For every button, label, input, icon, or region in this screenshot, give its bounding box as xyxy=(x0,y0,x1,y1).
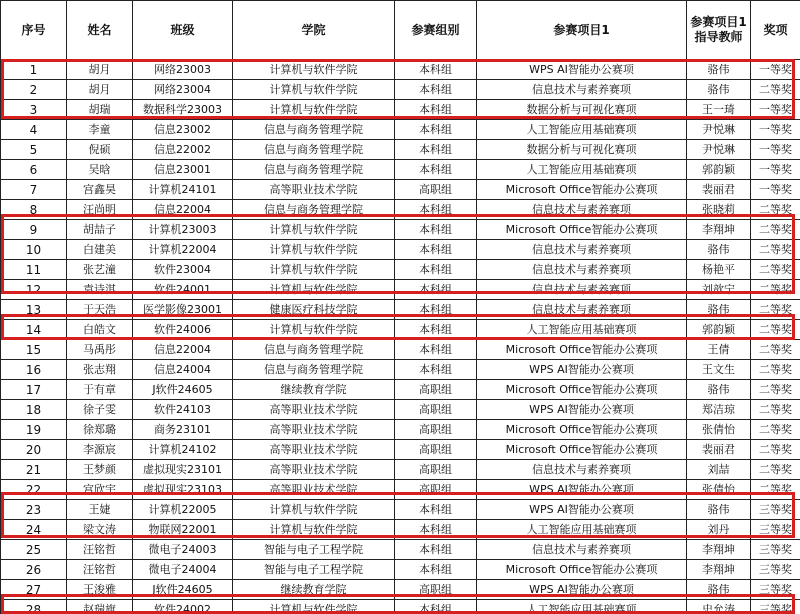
cell-award: 二等奖 xyxy=(751,420,800,440)
cell-project: Microsoft Office智能办公赛项 xyxy=(477,340,687,360)
cell-college: 计算机与软件学院 xyxy=(233,320,395,340)
cell-index: 20 xyxy=(1,440,67,460)
cell-advisor: 骆伟 xyxy=(687,300,751,320)
cell-name: 于天浩 xyxy=(67,300,133,320)
cell-college: 计算机与软件学院 xyxy=(233,60,395,80)
cell-index: 10 xyxy=(1,240,67,260)
cell-award: 二等奖 xyxy=(751,480,800,500)
cell-group: 本科组 xyxy=(395,240,477,260)
cell-group: 本科组 xyxy=(395,520,477,540)
table-row xyxy=(1,560,800,580)
table-row xyxy=(1,260,800,280)
cell-project: WPS AI智能办公赛项 xyxy=(477,580,687,600)
cell-award: 一等奖 xyxy=(751,160,800,180)
cell-index: 6 xyxy=(1,160,67,180)
cell-project: Microsoft Office智能办公赛项 xyxy=(477,180,687,200)
cell-class: 计算机24101 xyxy=(133,180,233,200)
cell-college: 计算机与软件学院 xyxy=(233,220,395,240)
cell-advisor: 刘丹 xyxy=(687,520,751,540)
cell-group: 高职组 xyxy=(395,380,477,400)
cell-college: 继续教育学院 xyxy=(233,380,395,400)
cell-award: 二等奖 xyxy=(751,320,800,340)
cell-class: 计算机24102 xyxy=(133,440,233,460)
cell-award: 二等奖 xyxy=(751,360,800,380)
cell-name: 张志翔 xyxy=(67,360,133,380)
cell-name: 王梦颜 xyxy=(67,460,133,480)
cell-project: 信息技术与素养赛项 xyxy=(477,540,687,560)
table-row xyxy=(1,220,800,240)
cell-advisor: 史允涛 xyxy=(687,600,751,614)
cell-project: 信息技术与素养赛项 xyxy=(477,280,687,300)
col-header-name: 姓名 xyxy=(67,1,133,60)
col-header-advisor: 参赛项目1 指导教师 xyxy=(687,1,751,60)
cell-class: 医学影像23001 xyxy=(133,300,233,320)
cell-college: 计算机与软件学院 xyxy=(233,280,395,300)
cell-group: 高职组 xyxy=(395,460,477,480)
cell-index: 17 xyxy=(1,380,67,400)
cell-group: 高职组 xyxy=(395,180,477,200)
cell-index: 25 xyxy=(1,540,67,560)
cell-advisor: 王一琦 xyxy=(687,100,751,120)
cell-group: 高职组 xyxy=(395,400,477,420)
cell-award: 二等奖 xyxy=(751,80,800,100)
cell-college: 信息与商务管理学院 xyxy=(233,120,395,140)
cell-class: 网络23004 xyxy=(133,80,233,100)
cell-index: 1 xyxy=(1,60,67,80)
col-header-group: 参赛组别 xyxy=(395,1,477,60)
cell-index: 8 xyxy=(1,200,67,220)
cell-college: 计算机与软件学院 xyxy=(233,260,395,280)
cell-award: 三等奖 xyxy=(751,520,800,540)
cell-group: 本科组 xyxy=(395,140,477,160)
cell-name: 胡喆子 xyxy=(67,220,133,240)
cell-advisor: 刘歆宁 xyxy=(687,280,751,300)
cell-name: 白皓文 xyxy=(67,320,133,340)
cell-college: 健康医疗科技学院 xyxy=(233,300,395,320)
cell-advisor: 郭韵颖 xyxy=(687,320,751,340)
cell-college: 信息与商务管理学院 xyxy=(233,360,395,380)
cell-project: 人工智能应用基础赛项 xyxy=(477,320,687,340)
cell-name: 胡月 xyxy=(67,80,133,100)
cell-project: WPS AI智能办公赛项 xyxy=(477,480,687,500)
cell-class: 物联网22001 xyxy=(133,520,233,540)
cell-award: 三等奖 xyxy=(751,600,800,614)
cell-group: 本科组 xyxy=(395,280,477,300)
cell-college: 计算机与软件学院 xyxy=(233,600,395,614)
cell-index: 15 xyxy=(1,340,67,360)
table-row xyxy=(1,100,800,120)
cell-college: 继续教育学院 xyxy=(233,580,395,600)
table-row xyxy=(1,540,800,560)
cell-name: 汪铭哲 xyxy=(67,560,133,580)
cell-project: Microsoft Office智能办公赛项 xyxy=(477,560,687,580)
cell-advisor: 李翔坤 xyxy=(687,540,751,560)
cell-award: 二等奖 xyxy=(751,380,800,400)
cell-award: 二等奖 xyxy=(751,400,800,420)
cell-class: 信息22004 xyxy=(133,340,233,360)
cell-index: 2 xyxy=(1,80,67,100)
cell-project: WPS AI智能办公赛项 xyxy=(477,60,687,80)
cell-award: 二等奖 xyxy=(751,340,800,360)
cell-group: 本科组 xyxy=(395,200,477,220)
cell-index: 11 xyxy=(1,260,67,280)
cell-name: 宫欣宇 xyxy=(67,480,133,500)
cell-college: 计算机与软件学院 xyxy=(233,500,395,520)
table-row xyxy=(1,500,800,520)
cell-index: 4 xyxy=(1,120,67,140)
cell-project: 人工智能应用基础赛项 xyxy=(477,520,687,540)
cell-index: 12 xyxy=(1,280,67,300)
cell-project: Microsoft Office智能办公赛项 xyxy=(477,220,687,240)
cell-award: 二等奖 xyxy=(751,280,800,300)
cell-college: 高等职业技术学院 xyxy=(233,440,395,460)
cell-index: 14 xyxy=(1,320,67,340)
cell-project: WPS AI智能办公赛项 xyxy=(477,500,687,520)
cell-index: 7 xyxy=(1,180,67,200)
cell-index: 3 xyxy=(1,100,67,120)
cell-class: 数据科学23003 xyxy=(133,100,233,120)
col-header-award: 奖项 xyxy=(751,1,800,60)
cell-college: 高等职业技术学院 xyxy=(233,480,395,500)
table-row xyxy=(1,360,800,380)
cell-class: 虚拟现实23103 xyxy=(133,480,233,500)
cell-award: 一等奖 xyxy=(751,60,800,80)
table-row xyxy=(1,80,800,100)
cell-project: Microsoft Office智能办公赛项 xyxy=(477,440,687,460)
cell-group: 高职组 xyxy=(395,420,477,440)
cell-advisor: 张晓莉 xyxy=(687,200,751,220)
cell-group: 本科组 xyxy=(395,100,477,120)
cell-class: 信息23002 xyxy=(133,120,233,140)
cell-group: 高职组 xyxy=(395,580,477,600)
cell-group: 本科组 xyxy=(395,260,477,280)
cell-advisor: 张倩怡 xyxy=(687,480,751,500)
cell-advisor: 骆伟 xyxy=(687,500,751,520)
cell-project: 数据分析与可视化赛项 xyxy=(477,140,687,160)
table-body xyxy=(1,60,800,614)
cell-name: 胡月 xyxy=(67,60,133,80)
table-row xyxy=(1,60,800,80)
table-row xyxy=(1,320,800,340)
cell-college: 计算机与软件学院 xyxy=(233,100,395,120)
table-row xyxy=(1,460,800,480)
table-row xyxy=(1,120,800,140)
cell-group: 本科组 xyxy=(395,600,477,614)
cell-class: 商务23101 xyxy=(133,420,233,440)
cell-group: 本科组 xyxy=(395,500,477,520)
cell-group: 本科组 xyxy=(395,80,477,100)
cell-advisor: 裴丽君 xyxy=(687,440,751,460)
cell-project: 信息技术与素养赛项 xyxy=(477,200,687,220)
cell-award: 三等奖 xyxy=(751,580,800,600)
cell-award: 一等奖 xyxy=(751,120,800,140)
cell-index: 19 xyxy=(1,420,67,440)
cell-college: 智能与电子工程学院 xyxy=(233,540,395,560)
table-row xyxy=(1,520,800,540)
cell-advisor: 骆伟 xyxy=(687,380,751,400)
cell-index: 23 xyxy=(1,500,67,520)
cell-group: 本科组 xyxy=(395,320,477,340)
cell-college: 信息与商务管理学院 xyxy=(233,340,395,360)
cell-advisor: 骆伟 xyxy=(687,80,751,100)
cell-name: 张艺潼 xyxy=(67,260,133,280)
cell-name: 李童 xyxy=(67,120,133,140)
cell-advisor: 李翔坤 xyxy=(687,560,751,580)
cell-name: 王浚雅 xyxy=(67,580,133,600)
cell-index: 21 xyxy=(1,460,67,480)
cell-group: 本科组 xyxy=(395,540,477,560)
cell-group: 本科组 xyxy=(395,160,477,180)
cell-name: 马禹彤 xyxy=(67,340,133,360)
cell-index: 28 xyxy=(1,600,67,614)
cell-class: 网络23003 xyxy=(133,60,233,80)
table-row xyxy=(1,240,800,260)
cell-project: Microsoft Office智能办公赛项 xyxy=(477,420,687,440)
cell-class: 信息23001 xyxy=(133,160,233,180)
cell-name: 汪尚明 xyxy=(67,200,133,220)
cell-college: 计算机与软件学院 xyxy=(233,240,395,260)
cell-class: 软件24001 xyxy=(133,280,233,300)
cell-advisor: 骆伟 xyxy=(687,240,751,260)
cell-name: 李源宸 xyxy=(67,440,133,460)
cell-name: 倪硕 xyxy=(67,140,133,160)
cell-class: 计算机23003 xyxy=(133,220,233,240)
cell-advisor: 尹悦琳 xyxy=(687,140,751,160)
table-row xyxy=(1,340,800,360)
cell-index: 13 xyxy=(1,300,67,320)
cell-name: 吴晗 xyxy=(67,160,133,180)
cell-index: 22 xyxy=(1,480,67,500)
col-header-college: 学院 xyxy=(233,1,395,60)
col-header-project: 参赛项目1 xyxy=(477,1,687,60)
cell-index: 18 xyxy=(1,400,67,420)
cell-advisor: 裴丽君 xyxy=(687,180,751,200)
cell-advisor: 王文生 xyxy=(687,360,751,380)
cell-name: 白建美 xyxy=(67,240,133,260)
cell-project: 信息技术与素养赛项 xyxy=(477,240,687,260)
cell-award: 一等奖 xyxy=(751,180,800,200)
cell-class: 软件24006 xyxy=(133,320,233,340)
cell-college: 计算机与软件学院 xyxy=(233,520,395,540)
cell-name: 王婕 xyxy=(67,500,133,520)
cell-project: 数据分析与可视化赛项 xyxy=(477,100,687,120)
cell-college: 信息与商务管理学院 xyxy=(233,200,395,220)
cell-group: 本科组 xyxy=(395,340,477,360)
cell-advisor: 郑洁琼 xyxy=(687,400,751,420)
cell-class: 微电子24004 xyxy=(133,560,233,580)
cell-college: 计算机与软件学院 xyxy=(233,80,395,100)
cell-college: 高等职业技术学院 xyxy=(233,180,395,200)
cell-award: 二等奖 xyxy=(751,200,800,220)
cell-group: 本科组 xyxy=(395,300,477,320)
cell-name: 胡瑞 xyxy=(67,100,133,120)
cell-award: 一等奖 xyxy=(751,100,800,120)
cell-class: 虚拟现实23101 xyxy=(133,460,233,480)
cell-advisor: 骆伟 xyxy=(687,580,751,600)
cell-group: 本科组 xyxy=(395,60,477,80)
cell-award: 三等奖 xyxy=(751,540,800,560)
cell-advisor: 骆伟 xyxy=(687,60,751,80)
col-header-index: 序号 xyxy=(1,1,67,60)
cell-group: 本科组 xyxy=(395,220,477,240)
cell-advisor: 郭韵颖 xyxy=(687,160,751,180)
cell-project: 信息技术与素养赛项 xyxy=(477,80,687,100)
cell-project: 信息技术与素养赛项 xyxy=(477,260,687,280)
cell-index: 24 xyxy=(1,520,67,540)
cell-award: 二等奖 xyxy=(751,240,800,260)
cell-award: 三等奖 xyxy=(751,560,800,580)
table-row xyxy=(1,300,800,320)
cell-advisor: 王倩 xyxy=(687,340,751,360)
cell-group: 高职组 xyxy=(395,480,477,500)
table-row xyxy=(1,440,800,460)
table-row xyxy=(1,200,800,220)
table-row xyxy=(1,580,800,600)
cell-college: 信息与商务管理学院 xyxy=(233,160,395,180)
table-row xyxy=(1,280,800,300)
table-row xyxy=(1,420,800,440)
cell-award: 二等奖 xyxy=(751,260,800,280)
cell-project: WPS AI智能办公赛项 xyxy=(477,360,687,380)
cell-name: 袁诗淇 xyxy=(67,280,133,300)
cell-advisor: 张倩怡 xyxy=(687,420,751,440)
cell-name: 汪铭哲 xyxy=(67,540,133,560)
cell-project: 人工智能应用基础赛项 xyxy=(477,160,687,180)
cell-college: 高等职业技术学院 xyxy=(233,460,395,480)
cell-project: WPS AI智能办公赛项 xyxy=(477,400,687,420)
cell-class: 信息22004 xyxy=(133,200,233,220)
cell-advisor: 尹悦琳 xyxy=(687,120,751,140)
cell-class: J软件24605 xyxy=(133,580,233,600)
cell-name: 徐郑璐 xyxy=(67,420,133,440)
cell-index: 26 xyxy=(1,560,67,580)
cell-award: 三等奖 xyxy=(751,500,800,520)
cell-name: 宫鑫昊 xyxy=(67,180,133,200)
cell-college: 信息与商务管理学院 xyxy=(233,140,395,160)
cell-project: 信息技术与素养赛项 xyxy=(477,460,687,480)
table-row xyxy=(1,380,800,400)
table-row xyxy=(1,480,800,500)
table-row xyxy=(1,180,800,200)
cell-index: 27 xyxy=(1,580,67,600)
cell-award: 二等奖 xyxy=(751,440,800,460)
cell-class: 软件24002 xyxy=(133,600,233,614)
table-row xyxy=(1,140,800,160)
cell-class: 软件23004 xyxy=(133,260,233,280)
cell-award: 二等奖 xyxy=(751,220,800,240)
cell-award: 二等奖 xyxy=(751,460,800,480)
cell-name: 徐子雯 xyxy=(67,400,133,420)
cell-advisor: 刘喆 xyxy=(687,460,751,480)
cell-name: 梁文涛 xyxy=(67,520,133,540)
cell-index: 9 xyxy=(1,220,67,240)
table-row xyxy=(1,400,800,420)
cell-index: 16 xyxy=(1,360,67,380)
cell-advisor: 李翔坤 xyxy=(687,220,751,240)
cell-college: 高等职业技术学院 xyxy=(233,400,395,420)
cell-group: 高职组 xyxy=(395,440,477,460)
cell-name: 赵瑞旗 xyxy=(67,600,133,614)
cell-group: 本科组 xyxy=(395,120,477,140)
cell-index: 5 xyxy=(1,140,67,160)
cell-college: 智能与电子工程学院 xyxy=(233,560,395,580)
cell-class: 软件24103 xyxy=(133,400,233,420)
cell-project: 信息技术与素养赛项 xyxy=(477,300,687,320)
cell-class: J软件24605 xyxy=(133,380,233,400)
cell-class: 微电子24003 xyxy=(133,540,233,560)
cell-class: 信息24004 xyxy=(133,360,233,380)
cell-award: 一等奖 xyxy=(751,140,800,160)
cell-group: 本科组 xyxy=(395,360,477,380)
cell-project: Microsoft Office智能办公赛项 xyxy=(477,380,687,400)
cell-name: 于有章 xyxy=(67,380,133,400)
cell-project: 人工智能应用基础赛项 xyxy=(477,120,687,140)
cell-college: 高等职业技术学院 xyxy=(233,420,395,440)
cell-class: 信息22002 xyxy=(133,140,233,160)
cell-award: 二等奖 xyxy=(751,300,800,320)
cell-class: 计算机22005 xyxy=(133,500,233,520)
cell-group: 本科组 xyxy=(395,560,477,580)
header-row xyxy=(1,1,800,60)
table-row xyxy=(1,600,800,614)
cell-project: 人工智能应用基础赛项 xyxy=(477,600,687,614)
cell-class: 计算机22004 xyxy=(133,240,233,260)
col-header-class: 班级 xyxy=(133,1,233,60)
table-row xyxy=(1,160,800,180)
cell-advisor: 杨艳平 xyxy=(687,260,751,280)
